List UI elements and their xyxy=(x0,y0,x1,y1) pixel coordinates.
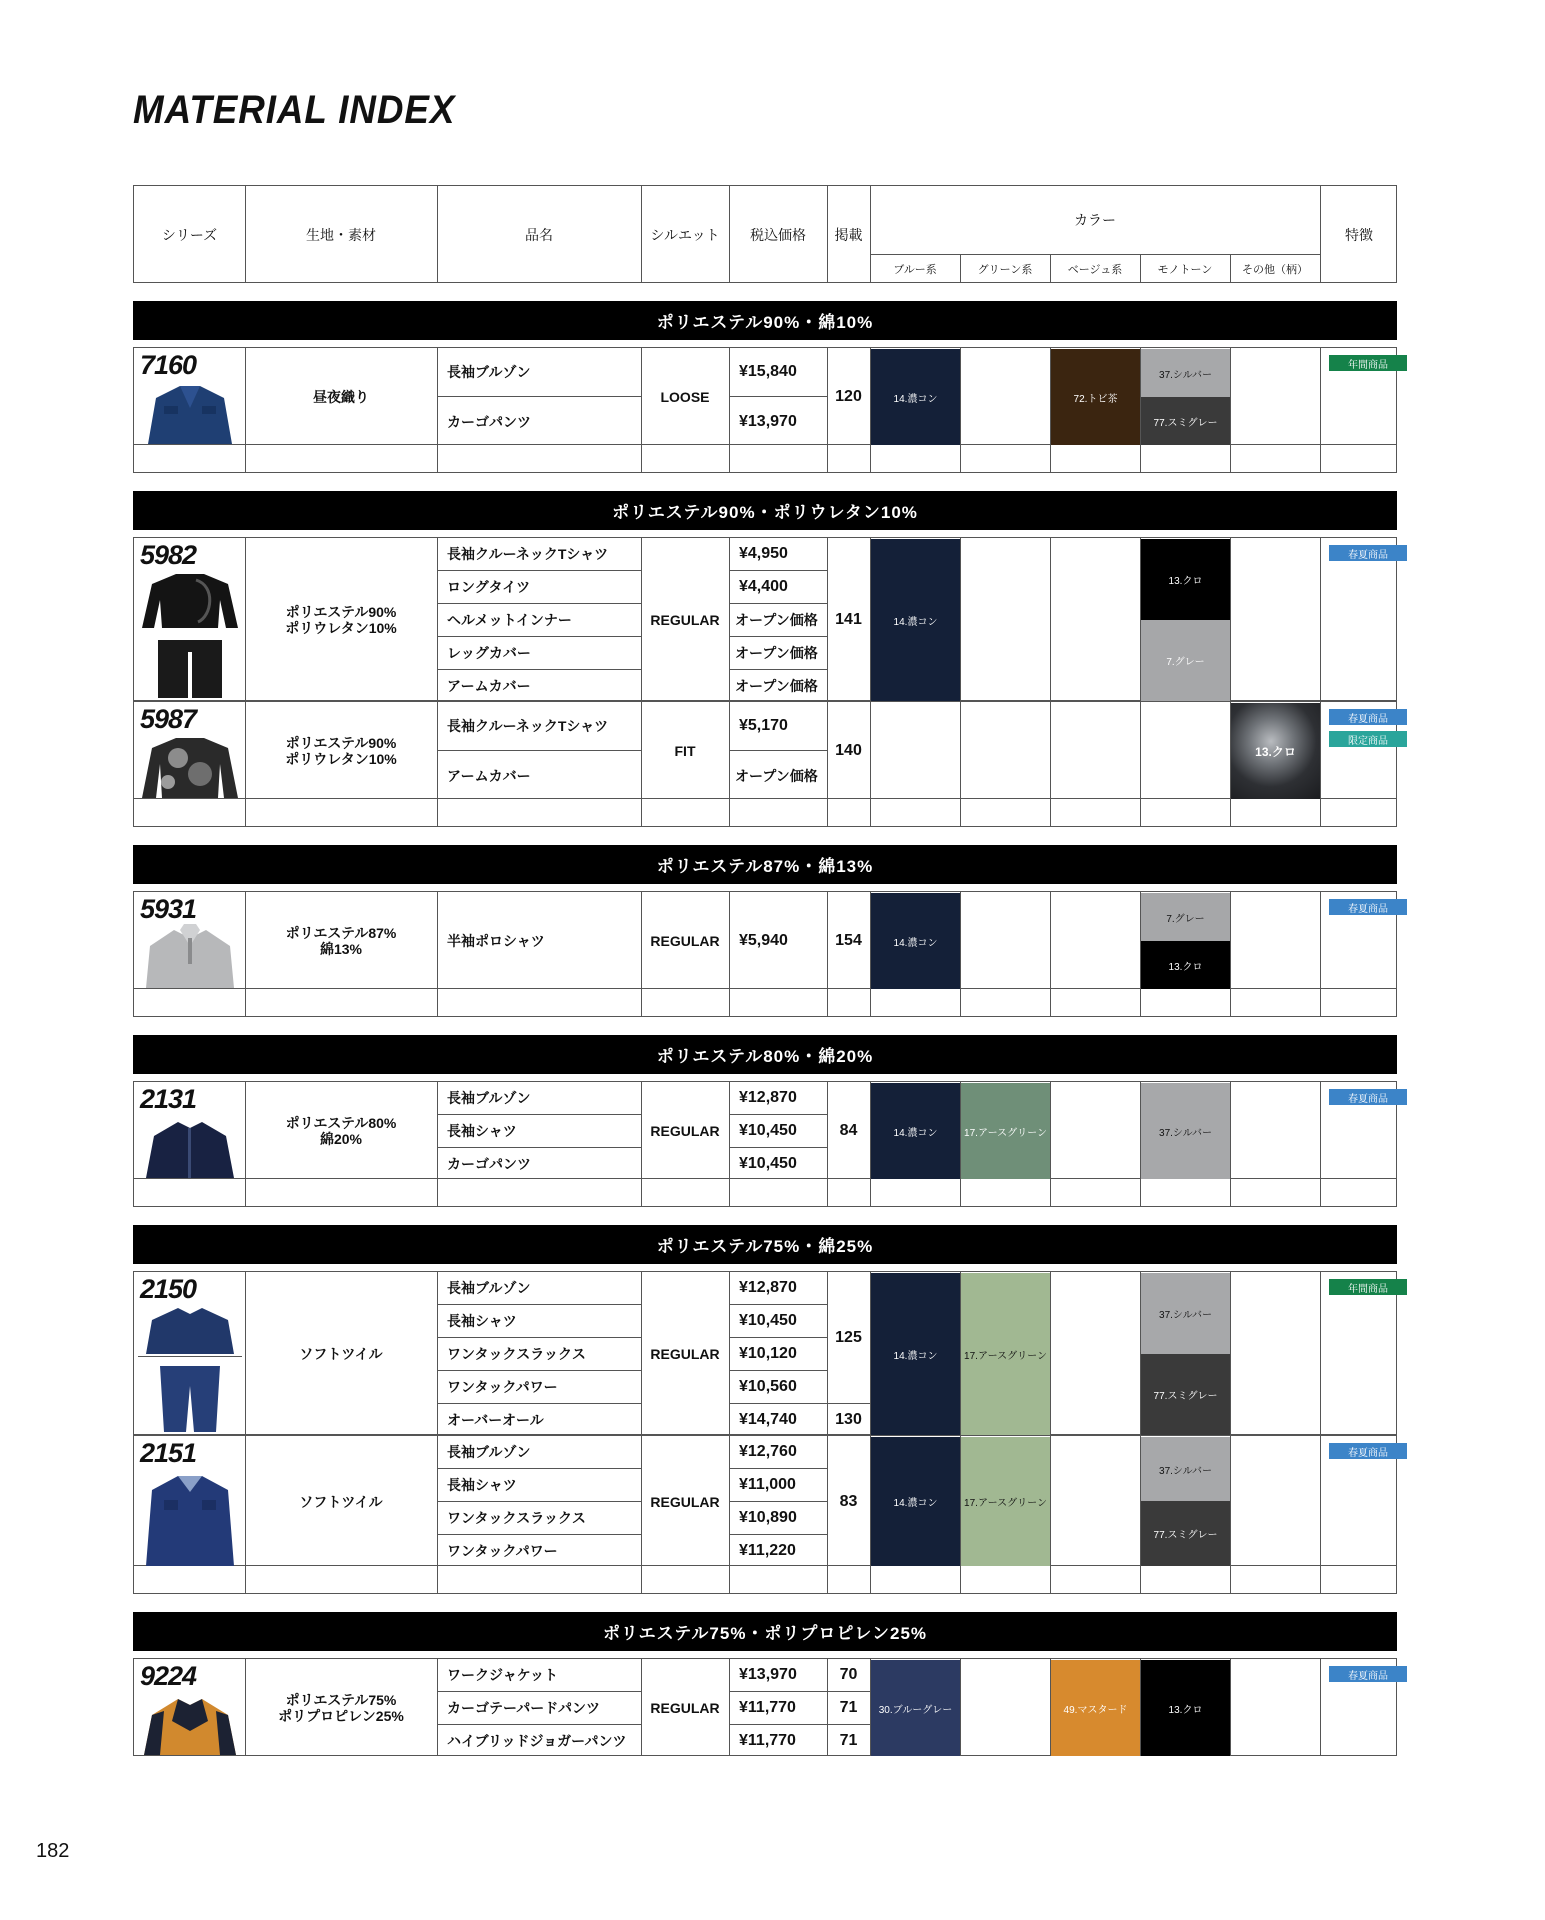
item-name: ワークジャケット xyxy=(437,1659,641,1692)
page-title: MATERIAL INDEX xyxy=(133,88,456,132)
header-silhouette: シルエット xyxy=(650,227,720,243)
color-swatch: 77.スミグレー xyxy=(1141,397,1230,445)
group-band: ポリエステル80%・綿20% xyxy=(133,1035,1397,1074)
feature-badge: 春夏商品 xyxy=(1329,899,1407,915)
price: ¥14,740 xyxy=(739,1411,797,1428)
header-feature: 特徴 xyxy=(1345,227,1373,243)
group-band: ポリエステル90%・ポリウレタン10% xyxy=(133,491,1397,530)
series-number: 2151 xyxy=(140,1438,197,1468)
feature-badge: 年間商品 xyxy=(1329,355,1407,371)
page-ref: 84 xyxy=(839,1122,858,1139)
spacer-row xyxy=(133,799,1397,827)
silhouette: REGULAR xyxy=(650,933,720,949)
silhouette: REGULAR xyxy=(650,1123,720,1139)
color-swatch: 72.トビ茶 xyxy=(1051,349,1140,445)
color-swatch: 37.シルバー xyxy=(1141,349,1230,397)
series-number: 5982 xyxy=(140,540,197,570)
material-name: ポリエステル87% 綿13% xyxy=(285,925,397,957)
feature-badge: 春夏商品 xyxy=(1329,1666,1407,1682)
price: ¥12,760 xyxy=(729,1436,827,1469)
material-name: ポリエステル75% ポリプロピレン25% xyxy=(278,1692,404,1724)
item-name: カーゴパンツ xyxy=(447,413,531,430)
item-name: カーゴパンツ xyxy=(447,1156,531,1172)
item-name: 長袖クルーネックTシャツ xyxy=(437,702,641,751)
item-name: 長袖ブルゾン xyxy=(437,1272,641,1305)
feature-badge: 年間商品 xyxy=(1329,1279,1407,1295)
group-band: ポリエステル75%・綿25% xyxy=(133,1225,1397,1264)
jacket-thumbnail xyxy=(138,1691,242,1755)
color-swatch: 37.シルバー xyxy=(1141,1083,1230,1179)
series-row-5931 xyxy=(133,891,1397,989)
item-name: 長袖シャツ xyxy=(437,1469,641,1502)
price: ¥10,450 xyxy=(739,1155,797,1172)
polo-thumbnail xyxy=(138,924,242,988)
jacket-thumbnail xyxy=(138,1114,242,1178)
price: ¥10,450 xyxy=(729,1115,827,1148)
series-number: 2131 xyxy=(140,1084,197,1114)
item-name: レッグカバー xyxy=(437,637,641,670)
material-name: ポリエステル80% 綿20% xyxy=(285,1115,397,1147)
item-name: ロングタイツ xyxy=(437,571,641,604)
series-number: 7160 xyxy=(140,350,197,380)
header-material: 生地・素材 xyxy=(306,227,376,243)
price: ¥10,120 xyxy=(729,1338,827,1371)
header-color-blue: ブルー系 xyxy=(893,264,937,276)
color-swatch: 37.シルバー xyxy=(1141,1273,1230,1354)
price: ¥5,940 xyxy=(739,932,788,949)
price: ¥4,400 xyxy=(729,571,827,604)
silhouette: LOOSE xyxy=(660,389,710,405)
header-color: カラー xyxy=(1074,212,1116,228)
color-swatch: 49.マスタード xyxy=(1051,1660,1140,1756)
color-swatch: 77.スミグレー xyxy=(1141,1354,1230,1435)
header-series: シリーズ xyxy=(161,227,218,243)
item-name: 長袖ブルゾン xyxy=(437,348,641,397)
item-name: ワンタックパワー xyxy=(437,1371,641,1404)
price: ¥15,840 xyxy=(729,348,827,397)
color-swatch: 17.アースグリーン xyxy=(961,1437,1050,1566)
price: オープン価格 xyxy=(729,637,827,670)
header-item: 品名 xyxy=(525,227,553,243)
jacket-thumbnail xyxy=(138,1468,242,1566)
series-number: 2150 xyxy=(140,1274,197,1304)
spacer-row xyxy=(133,989,1397,1017)
item-name: ワンタックスラックス xyxy=(437,1502,641,1535)
header-color-mono: モノトーン xyxy=(1157,264,1213,276)
header-price: 税込価格 xyxy=(750,227,806,243)
feature-badge: 春夏商品 xyxy=(1329,1443,1407,1459)
item-name: ヘルメットインナー xyxy=(437,604,641,637)
group-band: ポリエステル87%・綿13% xyxy=(133,845,1397,884)
material-name: ポリエステル90% ポリウレタン10% xyxy=(285,604,397,636)
price: ¥10,560 xyxy=(729,1371,827,1404)
jacket-thumbnail xyxy=(138,1302,242,1434)
color-swatch: 14.濃コン xyxy=(871,349,960,445)
header-page: 掲載 xyxy=(834,227,863,243)
color-swatch: 17.アースグリーン xyxy=(961,1083,1050,1179)
price: ¥10,890 xyxy=(729,1502,827,1535)
silhouette: REGULAR xyxy=(650,612,720,628)
series-number: 5931 xyxy=(140,894,197,924)
price: ¥11,770 xyxy=(729,1692,827,1725)
feature-badge: 春夏商品 xyxy=(1329,709,1407,725)
price: ¥11,770 xyxy=(739,1732,796,1749)
color-swatch: 77.スミグレー xyxy=(1141,1501,1230,1566)
material-name: ソフトツイル xyxy=(299,1346,383,1362)
page-ref: 140 xyxy=(835,742,862,759)
item-name: 半袖ポロシャツ xyxy=(447,933,545,949)
group-band: ポリエステル90%・綿10% xyxy=(133,301,1397,340)
page-ref: 83 xyxy=(839,1492,858,1510)
page-number: 182 xyxy=(36,1840,70,1862)
color-swatch: 17.アースグリーン xyxy=(961,1273,1050,1435)
item-name: 長袖クルーネックTシャツ xyxy=(437,538,641,571)
page-ref: 130 xyxy=(835,1411,862,1428)
header-color-green: グリーン系 xyxy=(977,264,1033,276)
item-name: 長袖シャツ xyxy=(437,1305,641,1338)
series-row-5982 xyxy=(133,537,1397,701)
item-name: ワンタックスラックス xyxy=(437,1338,641,1371)
page-ref: 71 xyxy=(839,1732,858,1749)
feature-badge: 春夏商品 xyxy=(1329,545,1407,561)
color-swatch: 14.濃コン xyxy=(871,1273,960,1435)
item-name: 長袖シャツ xyxy=(437,1115,641,1148)
color-swatch: 13.クロ xyxy=(1141,941,1230,989)
item-name: 長袖ブルゾン xyxy=(437,1082,641,1115)
page-ref: 125 xyxy=(827,1272,870,1404)
color-swatch: 13.クロ xyxy=(1141,1660,1230,1756)
page-ref: 71 xyxy=(827,1692,870,1725)
color-swatch: 13.クロ xyxy=(1141,539,1230,620)
price: ¥13,970 xyxy=(729,1659,827,1692)
price: ¥11,000 xyxy=(729,1469,827,1502)
price: オープン価格 xyxy=(735,767,818,784)
feature-badge: 春夏商品 xyxy=(1329,1089,1407,1105)
feature-badge: 限定商品 xyxy=(1329,731,1407,747)
page-ref: 154 xyxy=(835,932,862,949)
color-swatch: 30.ブルーグレー xyxy=(871,1660,960,1756)
color-swatch: 7.グレー xyxy=(1141,893,1230,941)
price: ¥10,450 xyxy=(729,1305,827,1338)
price: オープン価格 xyxy=(735,678,818,694)
page-ref: 70 xyxy=(827,1659,870,1692)
color-swatch: 14.濃コン xyxy=(871,893,960,989)
price: ¥11,220 xyxy=(739,1542,796,1559)
price: ¥4,950 xyxy=(729,538,827,571)
silhouette: REGULAR xyxy=(650,1493,720,1510)
material-name: 昼夜織り xyxy=(313,389,369,405)
price: オープン価格 xyxy=(729,604,827,637)
spacer-row xyxy=(133,1566,1397,1594)
spacer-row xyxy=(133,445,1397,473)
shirt-thumbnail xyxy=(138,734,242,798)
series-row-2151 xyxy=(133,1435,1397,1566)
series-number: 5987 xyxy=(140,704,197,734)
price: ¥13,970 xyxy=(739,412,797,430)
item-name: アームカバー xyxy=(447,678,531,694)
price: ¥12,870 xyxy=(729,1082,827,1115)
silhouette: REGULAR xyxy=(650,1700,720,1716)
silhouette: REGULAR xyxy=(650,1346,720,1362)
header-color-beige: ベージュ系 xyxy=(1067,264,1123,276)
color-swatch: 14.濃コン xyxy=(871,1083,960,1179)
series-row-5987 xyxy=(133,701,1397,799)
silhouette: FIT xyxy=(674,743,696,759)
item-name: アームカバー xyxy=(447,767,531,784)
shirt-thumbnail xyxy=(138,570,242,700)
material-name: ポリエステル90% ポリウレタン10% xyxy=(285,735,397,767)
color-swatch: 14.濃コン xyxy=(871,1437,960,1566)
series-row-2150 xyxy=(133,1271,1397,1435)
color-swatch: 14.濃コン xyxy=(871,539,960,701)
spacer-row xyxy=(133,1179,1397,1207)
color-swatch: 13.クロ xyxy=(1231,703,1320,799)
item-name: カーゴテーパードパンツ xyxy=(437,1692,641,1725)
group-band: ポリエステル75%・ポリプロピレン25% xyxy=(133,1612,1397,1651)
material-index-table xyxy=(133,185,1397,1756)
page-ref: 120 xyxy=(835,388,862,405)
table-header xyxy=(133,185,1397,283)
color-swatch: 37.シルバー xyxy=(1141,1437,1230,1501)
jacket-thumbnail xyxy=(138,378,242,444)
color-swatch: 7.グレー xyxy=(1141,620,1230,701)
header-color-other: その他（柄） xyxy=(1242,264,1308,276)
series-number: 9224 xyxy=(140,1661,197,1691)
series-row-2131 xyxy=(133,1081,1397,1179)
price: ¥12,870 xyxy=(729,1272,827,1305)
price: ¥5,170 xyxy=(729,702,827,751)
item-name: オーバーオール xyxy=(447,1412,544,1428)
series-row-7160 xyxy=(133,347,1397,445)
item-name: ワンタックパワー xyxy=(447,1543,558,1559)
item-name: 長袖ブルゾン xyxy=(437,1436,641,1469)
series-row-9224 xyxy=(133,1658,1397,1756)
page-ref: 141 xyxy=(835,611,862,628)
item-name: ハイブリッドジョガーパンツ xyxy=(447,1733,627,1749)
material-name: ソフトツイル xyxy=(299,1493,383,1510)
